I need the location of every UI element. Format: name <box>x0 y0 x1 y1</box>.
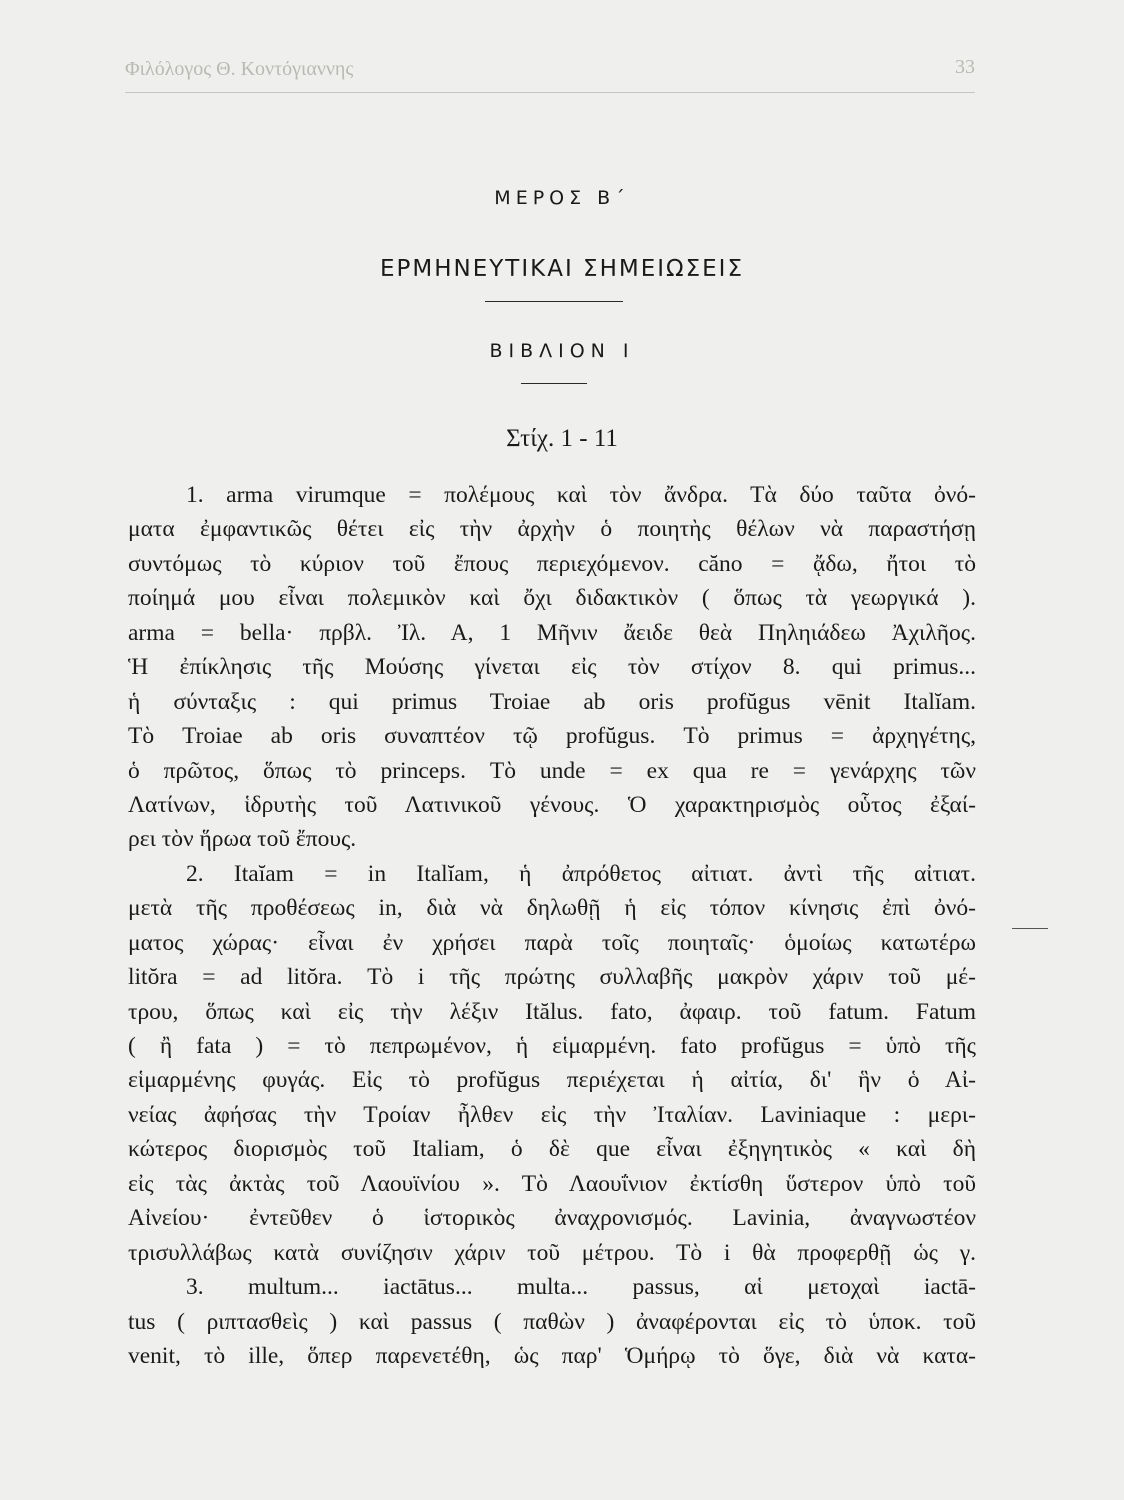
text-line: 2. Itaĭam = in Italĭam, ἡ ἀπρόθετος αἰτιατ. ἀντὶ τῆς αἰτιατ. <box>186 860 976 887</box>
text-line: τρισυλλάβως κατὰ συνίζησιν χάριν τοῦ μέτρου. Τὸ i θὰ προφερθῇ ὡς γ. <box>128 1239 976 1266</box>
book-heading: ΒΙΒΛΙΟΝ Ι <box>489 340 635 362</box>
text-line: ποίημά μου εἶναι πολεμικὸν καὶ ὄχι διδακτικὸν ( ὅπως τὰ γεωργικά ). <box>128 585 976 612</box>
bleed-through-header-left: Φιλόλογος Θ. Κοντόγιαννης <box>125 58 354 80</box>
text-line: ( ἢ fata ) = τὸ πεπρωμένον, ἡ εἱμαρμένη. fato profŭgus = ὑπὸ τῆς <box>128 1033 976 1059</box>
book-rule <box>521 383 587 384</box>
text-line: κώτερος διορισμὸς τοῦ Italiam, ὁ δὲ que εἶναι ἐξηγητικὸς « καὶ δὴ <box>128 1136 976 1163</box>
text-line: litŏra = ad litŏra. Τὸ i τῆς πρώτης συλλαβῆς μακρὸν χάριν τοῦ μέ- <box>128 964 976 991</box>
text-line: μετὰ τῆς προθέσεως in, διὰ νὰ δηλωθῇ ἡ εἰς τόπον κίνησις ἐπὶ ὀνό- <box>128 895 976 922</box>
text-line: εἰς τὰς ἀκτὰς τοῦ Λαουϊνίου ». Τὸ Λαουΐνιον ἐκτίσθη ὕστερον ὑπὸ τοῦ <box>128 1170 976 1197</box>
text-line: ἡ σύνταξις : qui primus Troiae ab oris profŭgus vēnit Italĭam. <box>128 688 976 715</box>
bleed-through-page-number: 33 <box>955 56 975 78</box>
text-line: ματα ἐμφαντικῶς θέτει εἰς τὴν ἀρχὴν ὁ ποιητὴς θέλων νὰ παραστήσῃ <box>128 516 976 543</box>
section-title: ΕΡΜΗΝΕΥΤΙΚΑΙ ΣΗΜΕΙΩΣΕΙΣ <box>379 256 744 282</box>
title-rule <box>485 301 623 302</box>
text-line: συντόμως τὸ κύριον τοῦ ἔπους περιεχόμενον. căno = ᾄδω, ἤτοι τὸ <box>128 550 976 577</box>
part-heading: ΜΕΡΟΣ Β΄ <box>494 187 630 209</box>
text-line: εἱμαρμένης φυγάς. Εἰς τὸ profŭgus περιέχεται ἡ αἰτία, δι' ἣν ὁ Αἰ- <box>128 1067 976 1094</box>
margin-dash <box>1012 928 1048 929</box>
text-line: ματος χώρας· εἶναι ἐν χρήσει παρὰ τοῖς ποιηταῖς· ὁμοίως κατωτέρω <box>128 929 976 956</box>
text-line: ρει τὸν ἥρωα τοῦ ἔπους. <box>128 826 357 853</box>
verse-range-heading: Στίχ. 1 - 11 <box>506 425 618 452</box>
text-line: ὁ πρῶτος, ὅπως τὸ princeps. Τὸ unde = ex qua re = γενάρχης τῶν <box>128 757 976 784</box>
text-line: Τὸ Troiae ab oris συναπτέον τῷ profŭgus. Τὸ primus = ἀρχηγέτης, <box>128 723 976 750</box>
text-line: νείας ἀφήσας τὴν Τροίαν ἦλθεν εἰς τὴν Ἰταλίαν. Laviniaque : μερι- <box>128 1101 976 1128</box>
text-line: Ἡ ἐπίκλησις τῆς Μούσης γίνεται εἰς τὸν στίχον 8. qui primus... <box>128 654 976 681</box>
text-line: 1. arma virumque = πολέμους καὶ τὸν ἄνδρα. Τὰ δύο ταῦτα ὀνό- <box>186 482 976 508</box>
commentary-body <box>128 478 976 1373</box>
text-line: Αἰνείου· ἐντεῦθεν ὁ ἱστορικὸς ἀναχρονισμός. Lavinia, ἀναγνωστέον <box>128 1205 976 1232</box>
text-line: Λατίνων, ἱδρυτὴς τοῦ Λατινικοῦ γένους. Ὁ χαρακτηρισμὸς οὗτος ἐξαί- <box>128 791 976 818</box>
text-line: tus ( ριπτασθεὶς ) καὶ passus ( παθὼν ) ἀναφέρονται εἰς τὸ ὑποκ. τοῦ <box>128 1308 976 1335</box>
text-line: τρου, ὅπως καὶ εἰς τὴν λέξιν Itălus. fato, ἀφαιρ. τοῦ fatum. Fatum <box>128 998 976 1025</box>
text-line: venit, τὸ ille, ὅπερ παρενετέθη, ὡς παρ' Ὁμήρῳ τὸ ὅγε, διὰ νὰ κατα- <box>128 1342 976 1369</box>
bleed-through-header <box>125 52 975 93</box>
text-line: arma = bella· πρβλ. Ἰλ. Α, 1 Μῆνιν ἄειδε θεὰ Πηληιάδεω Ἀχιλῆος. <box>128 619 976 646</box>
text-line: 3. multum... iactātus... multa... passus, αἱ μετοχαὶ iactā- <box>186 1274 976 1301</box>
